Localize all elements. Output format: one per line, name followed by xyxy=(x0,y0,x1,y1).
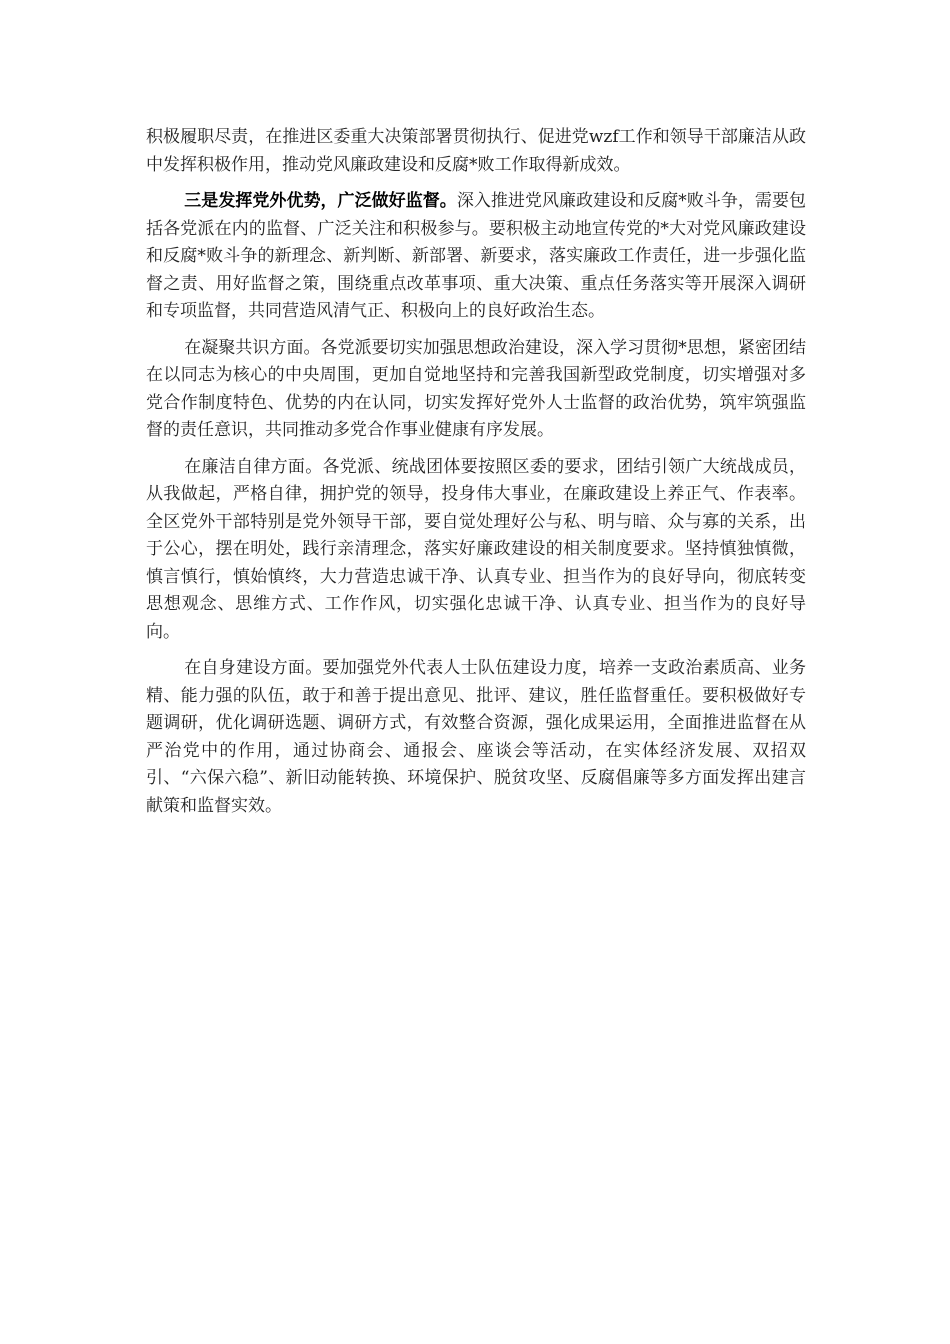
paragraph-1 xyxy=(146,124,806,179)
paragraph-5 xyxy=(146,655,806,820)
paragraph-2-lead: 三是发挥党外优势，广泛做好监督。 xyxy=(184,191,457,211)
paragraph-2-text: 深入推进党风廉政建设和反腐*败斗争，需要包括各党派在内的监督、广泛关注和积极参与。要积极主动地宣传党的*大对党风廉政建设和反腐*败斗争的新理念、新判断、新部署、新要求，落实廉政工作责任，进一步强化监督之责、用好监督之策，围绕重点改革事项、重大决策、重点任务落实等开展深入调研和专项监督，共同营造风清气正、积极向上的良好政治生态。 xyxy=(146,191,807,321)
paragraph-2 xyxy=(146,188,806,326)
paragraph-4 xyxy=(146,454,806,647)
paragraph-4-text: 在廉洁自律方面。各党派、统战团体要按照区委的要求，团结引领广大统战成员，从我做起，严格自律，拥护党的领导，投身伟大事业，在廉政建设上养正气、作表率。全区党外干部特别是党外领导干部，要自觉处理好公与私、明与暗、众与寡的关系，出于公心，摆在明处，践行亲清理念，落实好廉政建设的相关制度要求。坚持慎独慎微，慎言慎行，慎始慎终，大力营造忠诚干净、认真专业、担当作为的良好导向，彻底转变思想观念、思维方式、工作作风，切实强化忠诚干净、认真专业、担当作为的良好导向。 xyxy=(146,456,806,642)
paragraph-1-text: 积极履职尽责，在推进区委重大决策部署贯彻执行、促进党wzf工作和领导干部廉洁从政中发挥积极作用，推动党风廉政建设和反腐*败工作取得新成效。 xyxy=(146,127,806,175)
paragraph-5-text: 在自身建设方面。要加强党外代表人士队伍建设力度，培养一支政治素质高、业务精、能力强的队伍，敢于和善于提出意见、批评、建议，胜任监督重任。要积极做好专题调研，优化调研选题、调研方式，有效整合资源，强化成果运用，全面推进监督在从严治党中的作用，通过协商会、通报会、座谈会等活动，在实体经济发展、双招双引、“六保六稳”、新旧动能转换、环境保护、脱贫攻坚、反腐倡廉等多方面发挥出建言献策和监督实效。 xyxy=(146,658,806,816)
paragraph-3-text: 在凝聚共识方面。各党派要切实加强思想政治建设，深入学习贯彻*思想，紧密团结在以同志为核心的中央周围，更加自觉地坚持和完善我国新型政党制度，切实增强对多党合作制度特色、优势的内在认同，切实发挥好党外人士监督的政治优势，筑牢筑强监督的责任意识，共同推动多党合作事业健康有序发展。 xyxy=(146,337,806,440)
document-body xyxy=(146,124,806,829)
paragraph-3 xyxy=(146,335,806,445)
